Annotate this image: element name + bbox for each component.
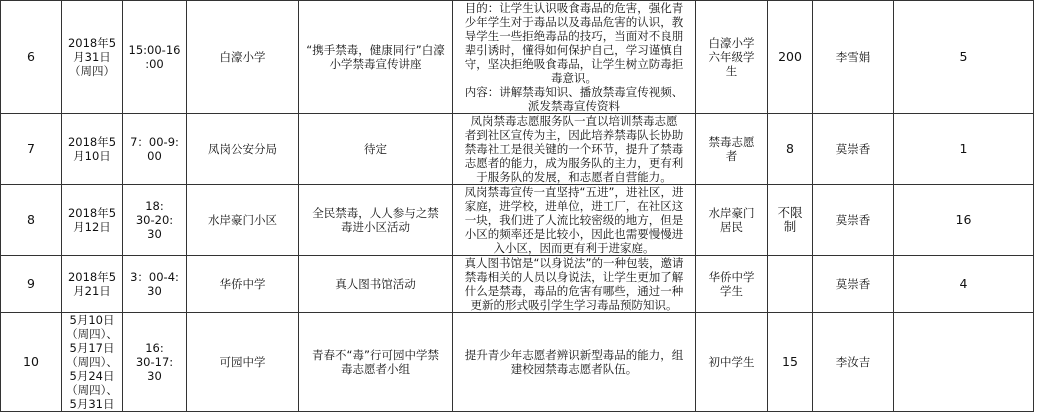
last-cell: 16: [894, 185, 1034, 256]
time-cell: 15:00-16 :00: [123, 1, 187, 114]
row-number: 8: [1, 185, 62, 256]
date-cell: 5月10日 （周四）、 5月17日 （周四）、 5月24日 （周四）、 5月31日: [62, 313, 123, 412]
count-cell: [768, 256, 813, 313]
count-cell: 15: [768, 313, 813, 412]
content-cell: 真人图书馆是“以身说法”的一种包装，邀请 禁毒相关的人员以身说法，让学生更加了解 什么是禁毒，毒品的危害有哪些，通过一种 更新的形式吸引学生学习毒品预防知识。: [453, 256, 696, 313]
table-row: [1, 114, 1034, 185]
theme-cell: 真人图书馆活动: [299, 256, 453, 313]
row-number: 9: [1, 256, 62, 313]
last-cell: 5: [894, 1, 1034, 114]
person-cell: 李汝吉: [813, 313, 894, 412]
person-cell: 李雪娟: [813, 1, 894, 114]
target-cell: 华侨中学 学生: [696, 256, 768, 313]
theme-cell: 待定: [299, 114, 453, 185]
last-cell: 1: [894, 114, 1034, 185]
theme-cell: “携手禁毒，健康同行”白濠 小学禁毒宣传讲座: [299, 1, 453, 114]
location-cell: 华侨中学: [187, 256, 299, 313]
table-row: [1, 313, 1034, 412]
time-cell: 18: 30-20: 30: [123, 185, 187, 256]
target-cell: 初中学生: [696, 313, 768, 412]
row-number: 6: [1, 1, 62, 114]
theme-cell: 青春不“毒”行可园中学禁 毒志愿者小组: [299, 313, 453, 412]
content-cell: 凤岗禁毒志愿服务队一直以培训禁毒志愿 者到社区宣传为主，因此培养禁毒队长协助 禁毒社工是很关键的一个环节，提升了禁毒 志愿者的能力，成为服务队的主力，更有利 于服务队的发展，和志愿者自营能力。: [453, 114, 696, 185]
content-cell: 凤岗禁毒宣传一直坚持“五进”，进社区，进 家庭，进学校，进单位，进工厂，在社区这 一块，我们进了人流比较密级的地方，但是 小区的频率还是比较小，因此也需要慢慢进 入小区，因而更有利于进家庭。: [453, 185, 696, 256]
date-cell: 2018年5 月12日: [62, 185, 123, 256]
target-cell: 水岸豪门 居民: [696, 185, 768, 256]
date-cell: 2018年5 月10日: [62, 114, 123, 185]
count-cell: 8: [768, 114, 813, 185]
vertical-scrollbar[interactable]: [1036, 0, 1048, 409]
count-cell: 不限 制: [768, 185, 813, 256]
target-cell: 禁毒志愿 者: [696, 114, 768, 185]
person-cell: 莫崇香: [813, 256, 894, 313]
last-cell: [894, 313, 1034, 412]
location-cell: 水岸豪门小区: [187, 185, 299, 256]
person-cell: 莫崇香: [813, 185, 894, 256]
last-cell: 4: [894, 256, 1034, 313]
location-cell: 凤岗公安分局: [187, 114, 299, 185]
row-number: 7: [1, 114, 62, 185]
content-cell: 提升青少年志愿者辨识新型毒品的能力，组 建校园禁毒志愿者队伍。: [453, 313, 696, 412]
table-row: [1, 256, 1034, 313]
table-row: [1, 185, 1034, 256]
location-cell: 白濠小学: [187, 1, 299, 114]
count-cell: 200: [768, 1, 813, 114]
theme-cell: 全民禁毒，人人参与之禁 毒进小区活动: [299, 185, 453, 256]
location-cell: 可园中学: [187, 313, 299, 412]
date-cell: 2018年5 月21日: [62, 256, 123, 313]
date-cell: 2018年5 月31日 （周四）: [62, 1, 123, 114]
person-cell: 莫崇香: [813, 114, 894, 185]
time-cell: 16: 30-17: 30: [123, 313, 187, 412]
target-cell: 白濠小学 六年级学 生: [696, 1, 768, 114]
content-cell: 目的：让学生认识吸食毒品的危害，强化青 少年学生对于毒品以及毒品危害的认识，教 导学生一些拒绝毒品的技巧，当面对不良朋 辈引诱时，懂得如何保护自己，学习谨慎自 守，坚决拒绝吸食毒品，让学生树立防毒拒 毒意识。 内容：讲解禁毒知识、播放禁毒宣传视频、 派发禁毒宣传资料: [453, 1, 696, 114]
table-row: [1, 1, 1034, 114]
time-cell: 3：00-4: 30: [123, 256, 187, 313]
row-number: 10: [1, 313, 62, 412]
time-cell: 7：00-9: 00: [123, 114, 187, 185]
